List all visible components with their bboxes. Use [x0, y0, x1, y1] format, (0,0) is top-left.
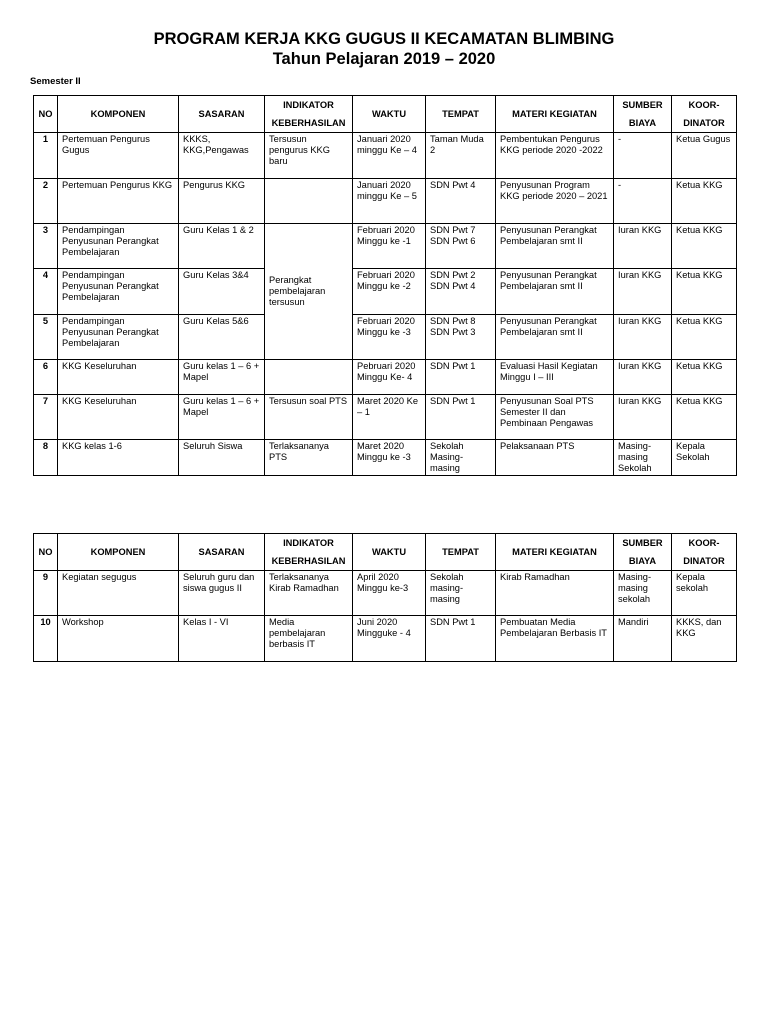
cell-koor: Ketua KKG	[672, 269, 737, 315]
cell-koor: Ketua KKG	[672, 224, 737, 269]
header-no: NO	[34, 96, 58, 133]
cell-koor: Ketua KKG	[672, 315, 737, 360]
table-header-row	[34, 96, 737, 133]
cell-tempat: SDN Pwt 2 SDN Pwt 4	[426, 269, 496, 315]
cell-komponen: Pendampingan Penyusunan Perangkat Pembelajaran	[58, 269, 179, 315]
header-waktu: WAKTU	[353, 96, 426, 133]
header-komponen: KOMPONEN	[58, 96, 179, 133]
cell-tempat: Sekolah masing-masing	[426, 571, 496, 616]
cell-koor: Ketua KKG	[672, 179, 737, 224]
cell-indikator: Media pembelajaran berbasis IT	[265, 616, 353, 662]
cell-koor: Ketua KKG	[672, 360, 737, 395]
cell-sasaran: Guru Kelas 1 & 2	[179, 224, 265, 269]
cell-komponen: Pertemuan Pengurus Gugus	[58, 133, 179, 179]
cell-sumber: Iuran KKG	[614, 395, 672, 440]
cell-waktu: Februari 2020 Minggu ke -1	[353, 224, 426, 269]
cell-materi: Evaluasi Hasil Kegiatan Minggu I – III	[496, 360, 614, 395]
cell-komponen: Pertemuan Pengurus KKG	[58, 179, 179, 224]
table-row	[34, 395, 737, 440]
cell-materi: Penyusunan Perangkat Pembelajaran smt II	[496, 269, 614, 315]
cell-sasaran: Guru kelas 1 – 6 + Mapel	[179, 360, 265, 395]
cell-materi: Penyusunan Perangkat Pembelajaran smt II	[496, 315, 614, 360]
table-row	[34, 269, 737, 315]
cell-sasaran: Seluruh Siswa	[179, 440, 265, 476]
cell-waktu: Januari 2020 minggu Ke – 4	[353, 133, 426, 179]
header-indikator: INDIKATOR KEBERHASILAN	[265, 534, 353, 571]
cell-tempat: Taman Muda 2	[426, 133, 496, 179]
cell-sumber: Masing-masing sekolah	[614, 571, 672, 616]
table-header-row	[34, 534, 737, 571]
cell-materi: Pelaksanaan PTS	[496, 440, 614, 476]
cell-no: 4	[34, 269, 58, 315]
header-waktu: WAKTU	[353, 534, 426, 571]
header-no: NO	[34, 534, 58, 571]
header-sasaran: SASARAN	[179, 534, 265, 571]
table-row	[34, 179, 737, 224]
cell-no: 8	[34, 440, 58, 476]
cell-no: 7	[34, 395, 58, 440]
cell-waktu: Februari 2020 Minggu ke -3	[353, 315, 426, 360]
header-komponen: KOMPONEN	[58, 534, 179, 571]
header-materi: MATERI KEGIATAN	[496, 96, 614, 133]
cell-no: 3	[34, 224, 58, 269]
cell-no: 9	[34, 571, 58, 616]
program-table-2	[33, 533, 737, 662]
cell-koor: KKKS, dan KKG	[672, 616, 737, 662]
header-indikator: INDIKATOR KEBERHASILAN	[265, 96, 353, 133]
cell-indikator: Terlaksananya PTS	[265, 440, 353, 476]
cell-komponen: KKG Keseluruhan	[58, 395, 179, 440]
header-sumber: SUMBER BIAYA	[614, 96, 672, 133]
document-title: PROGRAM KERJA KKG GUGUS II KECAMATAN BLIMBING	[153, 30, 615, 48]
cell-sumber: Iuran KKG	[614, 360, 672, 395]
cell-waktu: Januari 2020 minggu Ke – 5	[353, 179, 426, 224]
table-row	[34, 616, 737, 662]
cell-materi: Kirab Ramadhan	[496, 571, 614, 616]
cell-waktu: Maret 2020 Ke – 1	[353, 395, 426, 440]
cell-komponen: Workshop	[58, 616, 179, 662]
cell-komponen: Kegiatan segugus	[58, 571, 179, 616]
table-row	[34, 360, 737, 395]
cell-koor: Ketua Gugus	[672, 133, 737, 179]
cell-tempat: SDN Pwt 1	[426, 395, 496, 440]
cell-no: 1	[34, 133, 58, 179]
cell-indikator: Tersusun soal PTS	[265, 395, 353, 440]
cell-no: 10	[34, 616, 58, 662]
cell-tempat: SDN Pwt 1	[426, 616, 496, 662]
header-sasaran: SASARAN	[179, 96, 265, 133]
cell-sasaran: Kelas I - VI	[179, 616, 265, 662]
cell-sasaran: KKKS, KKG,Pengawas	[179, 133, 265, 179]
cell-indikator	[265, 360, 353, 395]
cell-materi: Penyusunan Program KKG periode 2020 – 2021	[496, 179, 614, 224]
cell-materi: Penyusunan Perangkat Pembelajaran smt II	[496, 224, 614, 269]
cell-komponen: Pendampingan Penyusunan Perangkat Pembelajaran	[58, 224, 179, 269]
cell-sumber: Iuran KKG	[614, 224, 672, 269]
cell-komponen: Pendampingan Penyusunan Perangkat Pembelajaran	[58, 315, 179, 360]
cell-materi: Penyusunan Soal PTS Semester II dan Pembinaan Pengawas	[496, 395, 614, 440]
cell-sasaran: Pengurus KKG	[179, 179, 265, 224]
cell-sasaran: Guru Kelas 3&4	[179, 269, 265, 315]
semester-label: Semester II	[30, 76, 81, 87]
table-row	[34, 133, 737, 179]
cell-sasaran: Guru Kelas 5&6	[179, 315, 265, 360]
cell-tempat: SDN Pwt 8 SDN Pwt 3	[426, 315, 496, 360]
cell-indikator	[265, 179, 353, 224]
cell-komponen: KKG kelas 1-6	[58, 440, 179, 476]
cell-waktu: Pebruari 2020 Minggu Ke- 4	[353, 360, 426, 395]
cell-waktu: Juni 2020 Mingguke - 4	[353, 616, 426, 662]
header-materi: MATERI KEGIATAN	[496, 534, 614, 571]
cell-materi: Pembentukan Pengurus KKG periode 2020 -2022	[496, 133, 614, 179]
cell-sasaran: Seluruh guru dan siswa gugus II	[179, 571, 265, 616]
cell-no: 2	[34, 179, 58, 224]
table-row	[34, 315, 737, 360]
cell-waktu: Maret 2020 Minggu ke -3	[353, 440, 426, 476]
cell-sumber: Iuran KKG	[614, 269, 672, 315]
cell-tempat: SDN Pwt 7 SDN Pwt 6	[426, 224, 496, 269]
table-row	[34, 224, 737, 269]
header-tempat: TEMPAT	[426, 534, 496, 571]
cell-sumber: Masing-masing Sekolah	[614, 440, 672, 476]
header-tempat: TEMPAT	[426, 96, 496, 133]
cell-indikator: Tersusun pengurus KKG baru	[265, 133, 353, 179]
cell-sumber: Iuran KKG	[614, 315, 672, 360]
cell-sumber: -	[614, 133, 672, 179]
cell-indikator-merged: Perangkat pembelajaran tersusun	[265, 224, 353, 360]
cell-indikator: Terlaksananya Kirab Ramadhan	[265, 571, 353, 616]
cell-tempat: SDN Pwt 4	[426, 179, 496, 224]
cell-no: 6	[34, 360, 58, 395]
cell-tempat: Sekolah Masing-masing	[426, 440, 496, 476]
table-row	[34, 440, 737, 476]
header-koor: KOOR- DINATOR	[672, 534, 737, 571]
cell-materi: Pembuatan Media Pembelajaran Berbasis IT	[496, 616, 614, 662]
cell-koor: Kepala sekolah	[672, 571, 737, 616]
program-table-1	[33, 95, 737, 476]
cell-waktu: April 2020 Minggu ke-3	[353, 571, 426, 616]
cell-tempat: SDN Pwt 1	[426, 360, 496, 395]
cell-komponen: KKG Keseluruhan	[58, 360, 179, 395]
header-koor: KOOR- DINATOR	[672, 96, 737, 133]
header-sumber: SUMBER BIAYA	[614, 534, 672, 571]
cell-sasaran: Guru kelas 1 – 6 + Mapel	[179, 395, 265, 440]
cell-sumber: -	[614, 179, 672, 224]
table-row	[34, 571, 737, 616]
cell-koor: Kepala Sekolah	[672, 440, 737, 476]
cell-koor: Ketua KKG	[672, 395, 737, 440]
cell-no: 5	[34, 315, 58, 360]
cell-waktu: Februari 2020 Minggu ke -2	[353, 269, 426, 315]
cell-sumber: Mandiri	[614, 616, 672, 662]
document-subtitle: Tahun Pelajaran 2019 – 2020	[272, 50, 496, 68]
